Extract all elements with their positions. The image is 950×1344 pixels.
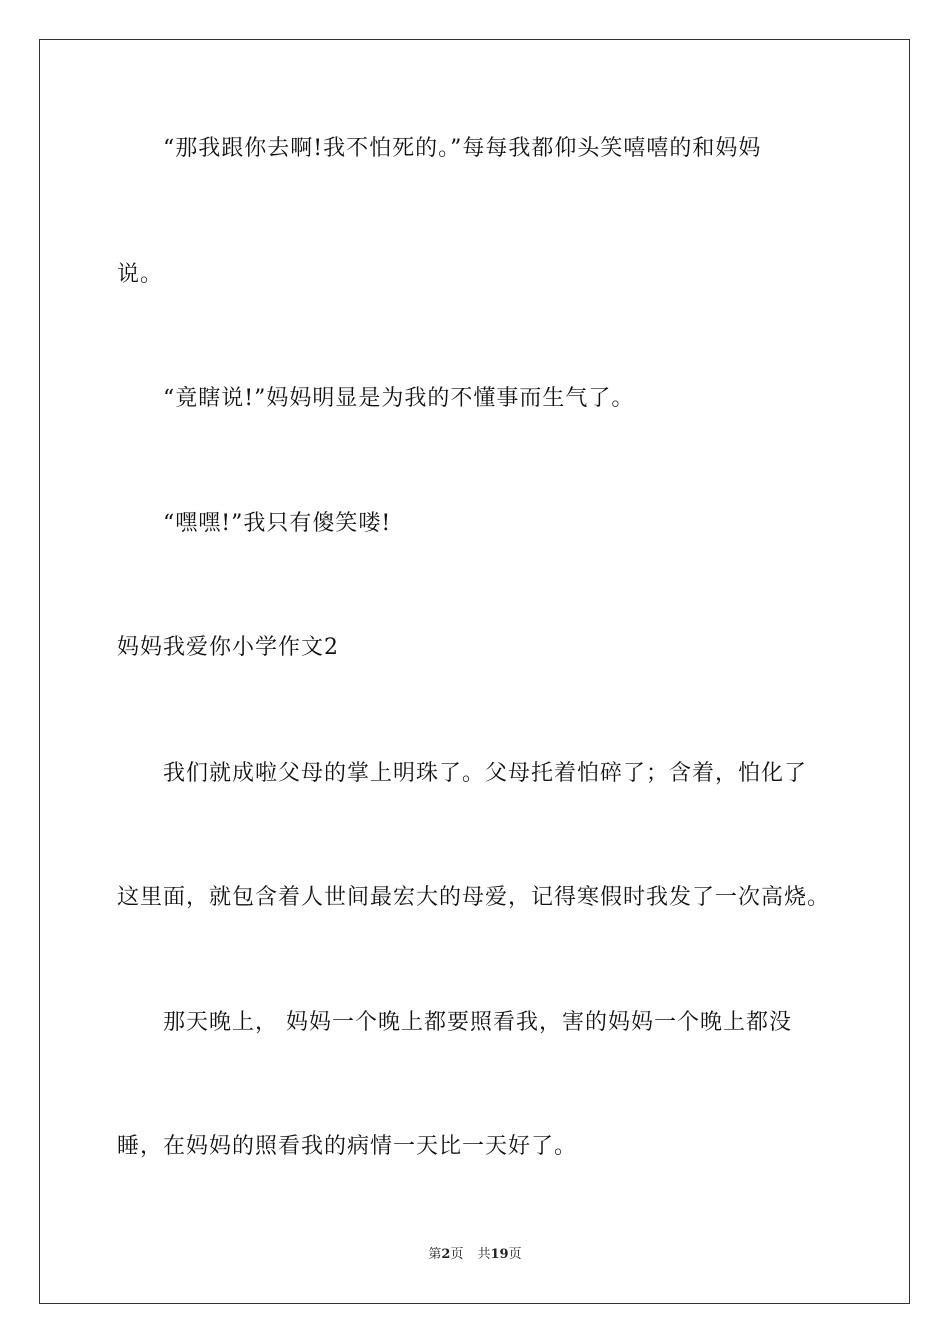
section-heading: 妈妈我爱你小学作文2: [117, 635, 339, 660]
paragraph-line: 说。: [117, 262, 164, 287]
page-prefix: 第: [428, 1247, 442, 1262]
paragraph-line: “那我跟你去啊!我不怕死的。”每每我都仰头笑嘻嘻的和妈妈: [163, 136, 762, 161]
paragraph-line: “嘿嘿!”我只有傻笑喽!: [163, 511, 392, 536]
page-border: [39, 39, 910, 1304]
total-prefix: 共: [477, 1247, 491, 1262]
page-footer: [0, 1246, 950, 1264]
paragraph-line: 睡，在妈妈的照看我的病情一天比一天好了。: [117, 1134, 578, 1159]
page-number: 2: [441, 1247, 451, 1262]
paragraph-line: 那天晚上， 妈妈一个晚上都要照看我，害的妈妈一个晚上都没: [163, 1010, 792, 1035]
paragraph-line: 这里面，就包含着人世间最宏大的母爱，记得寒假时我发了一次高烧。: [117, 885, 831, 910]
total-pages: 19: [490, 1247, 509, 1262]
paragraph-line: 我们就成啦父母的掌上明珠了。父母托着怕碎了；含着，怕化了: [163, 761, 808, 786]
page-suffix: 页: [450, 1247, 464, 1262]
paragraph-line: “竟瞎说!”妈妈明显是为我的不懂事而生气了。: [163, 386, 635, 411]
total-suffix: 页: [508, 1247, 522, 1262]
